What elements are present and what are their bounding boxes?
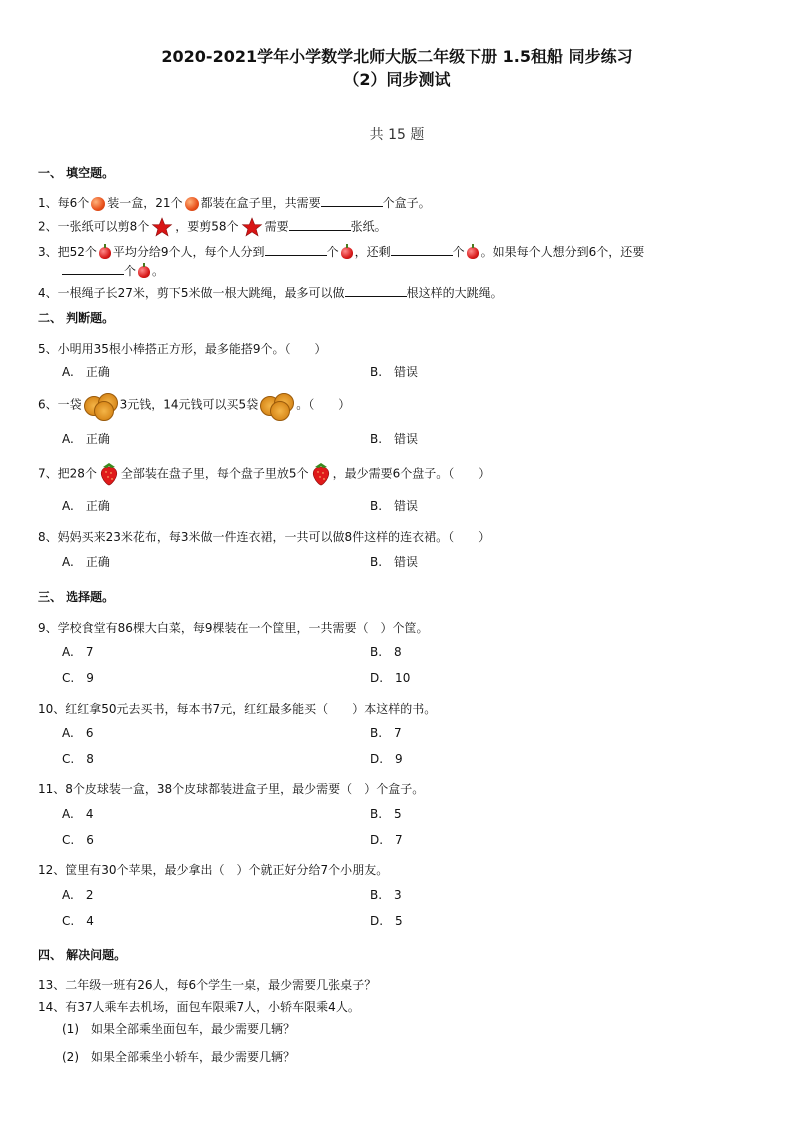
answer-blank[interactable]: [345, 286, 407, 297]
question-9: 9、学校食堂有86棵大白菜，每9棵装在一个筐里，一共需要（ ）个筐。: [38, 621, 429, 635]
section-true-false: 二、 判断题。: [38, 311, 115, 325]
question-14-part-2: (2) 如果全部乘坐小轿车，最少需要几辆？: [62, 1050, 295, 1064]
question-5: 5、小明用35根小棒搭正方形，最多能搭9个。（ ）: [38, 342, 327, 356]
option-wrong[interactable]: B. 错误: [370, 555, 419, 569]
option-c[interactable]: C. 6: [62, 833, 94, 847]
answer-blank[interactable]: [321, 196, 383, 207]
page-title: 2020-2021学年小学数学北师大版二年级下册 1.5租船 同步练习: [161, 47, 633, 66]
section-word-problems: 四、 解决问题。: [38, 948, 127, 962]
question-7: 7、把28个 全部装在盘子里，每个盘子里放5个 ，最少需要6个盘子。（ ）: [38, 462, 490, 486]
strawberry-icon: [311, 462, 331, 486]
page-subtitle: （2）同步测试: [343, 70, 451, 89]
question-13: 13、二年级一班有26人，每6个学生一桌，最少需要几张桌子？: [38, 978, 377, 992]
option-a[interactable]: A. 7: [62, 645, 94, 659]
option-wrong[interactable]: B. 错误: [370, 499, 419, 513]
apple-icon: [99, 247, 111, 259]
option-wrong[interactable]: B. 错误: [370, 365, 419, 379]
option-correct[interactable]: A. 正确: [62, 365, 110, 379]
option-b[interactable]: B. 5: [370, 807, 402, 821]
question-6: 6、一袋 3元钱，14元钱可以买5袋 。（ ）: [38, 393, 350, 417]
orange-icon: [185, 197, 199, 211]
option-wrong[interactable]: B. 错误: [370, 432, 419, 446]
option-b[interactable]: B. 3: [370, 888, 402, 902]
answer-blank[interactable]: [289, 220, 351, 231]
section-fill-blank: 一、 填空题。: [38, 166, 115, 180]
option-c[interactable]: C. 4: [62, 914, 94, 928]
cookie-bag-icon: [84, 393, 118, 417]
apple-icon: [467, 247, 479, 259]
question-1: 1、每6个 装一盒，21个 都装在盒子里，共需要 个盒子。: [38, 196, 431, 210]
answer-blank[interactable]: [391, 245, 453, 256]
red-star-icon: [241, 217, 263, 237]
orange-icon: [91, 197, 105, 211]
question-8: 8、妈妈买来23米花布，每3米做一件连衣裙，一共可以做8件这样的连衣裙。（ ）: [38, 530, 491, 544]
option-correct[interactable]: A. 正确: [62, 432, 110, 446]
question-count: 共 15 题: [369, 127, 425, 143]
question-3-line2: 个 。: [62, 262, 164, 279]
apple-icon: [138, 266, 150, 278]
option-d[interactable]: D. 5: [370, 914, 403, 928]
red-star-icon: [151, 217, 173, 237]
option-a[interactable]: A. 4: [62, 807, 94, 821]
option-d[interactable]: D. 7: [370, 833, 403, 847]
answer-blank[interactable]: [265, 245, 327, 256]
question-3-line1: 3、把52个 平均分给9个人，每个人分到 个 ，还剩 个 。如果每个人想分到6个，还要: [38, 245, 645, 259]
question-14-part-1: (1) 如果全部乘坐面包车，最少需要几辆？: [62, 1022, 295, 1036]
option-c[interactable]: C. 8: [62, 752, 94, 766]
option-d[interactable]: D. 10: [370, 671, 411, 685]
option-d[interactable]: D. 9: [370, 752, 403, 766]
cookie-bag-icon: [260, 393, 294, 417]
section-multiple-choice: 三、 选择题。: [38, 590, 115, 604]
answer-blank[interactable]: [62, 264, 124, 275]
question-2: 2、一张纸可以剪8个 ，要剪58个 需要 张纸。: [38, 217, 387, 237]
question-12: 12、筐里有30个苹果，最少拿出（ ）个就正好分给7个小朋友。: [38, 863, 389, 877]
question-14: 14、有37人乘车去机场，面包车限乘7人，小轿车限乘4人。: [38, 1000, 360, 1014]
question-4: 4、一根绳子长27米，剪下5米做一根大跳绳，最多可以做 根这样的大跳绳。: [38, 286, 503, 300]
option-correct[interactable]: A. 正确: [62, 555, 110, 569]
option-correct[interactable]: A. 正确: [62, 499, 110, 513]
strawberry-icon: [99, 462, 119, 486]
apple-icon: [341, 247, 353, 259]
question-10: 10、红红拿50元去买书，每本书7元，红红最多能买（ ）本这样的书。: [38, 702, 437, 716]
question-11: 11、8个皮球装一盒，38个皮球都装进盒子里，最少需要（ ）个盒子。: [38, 782, 425, 796]
option-c[interactable]: C. 9: [62, 671, 94, 685]
option-a[interactable]: A. 2: [62, 888, 94, 902]
option-a[interactable]: A. 6: [62, 726, 94, 740]
option-b[interactable]: B. 7: [370, 726, 402, 740]
option-b[interactable]: B. 8: [370, 645, 402, 659]
